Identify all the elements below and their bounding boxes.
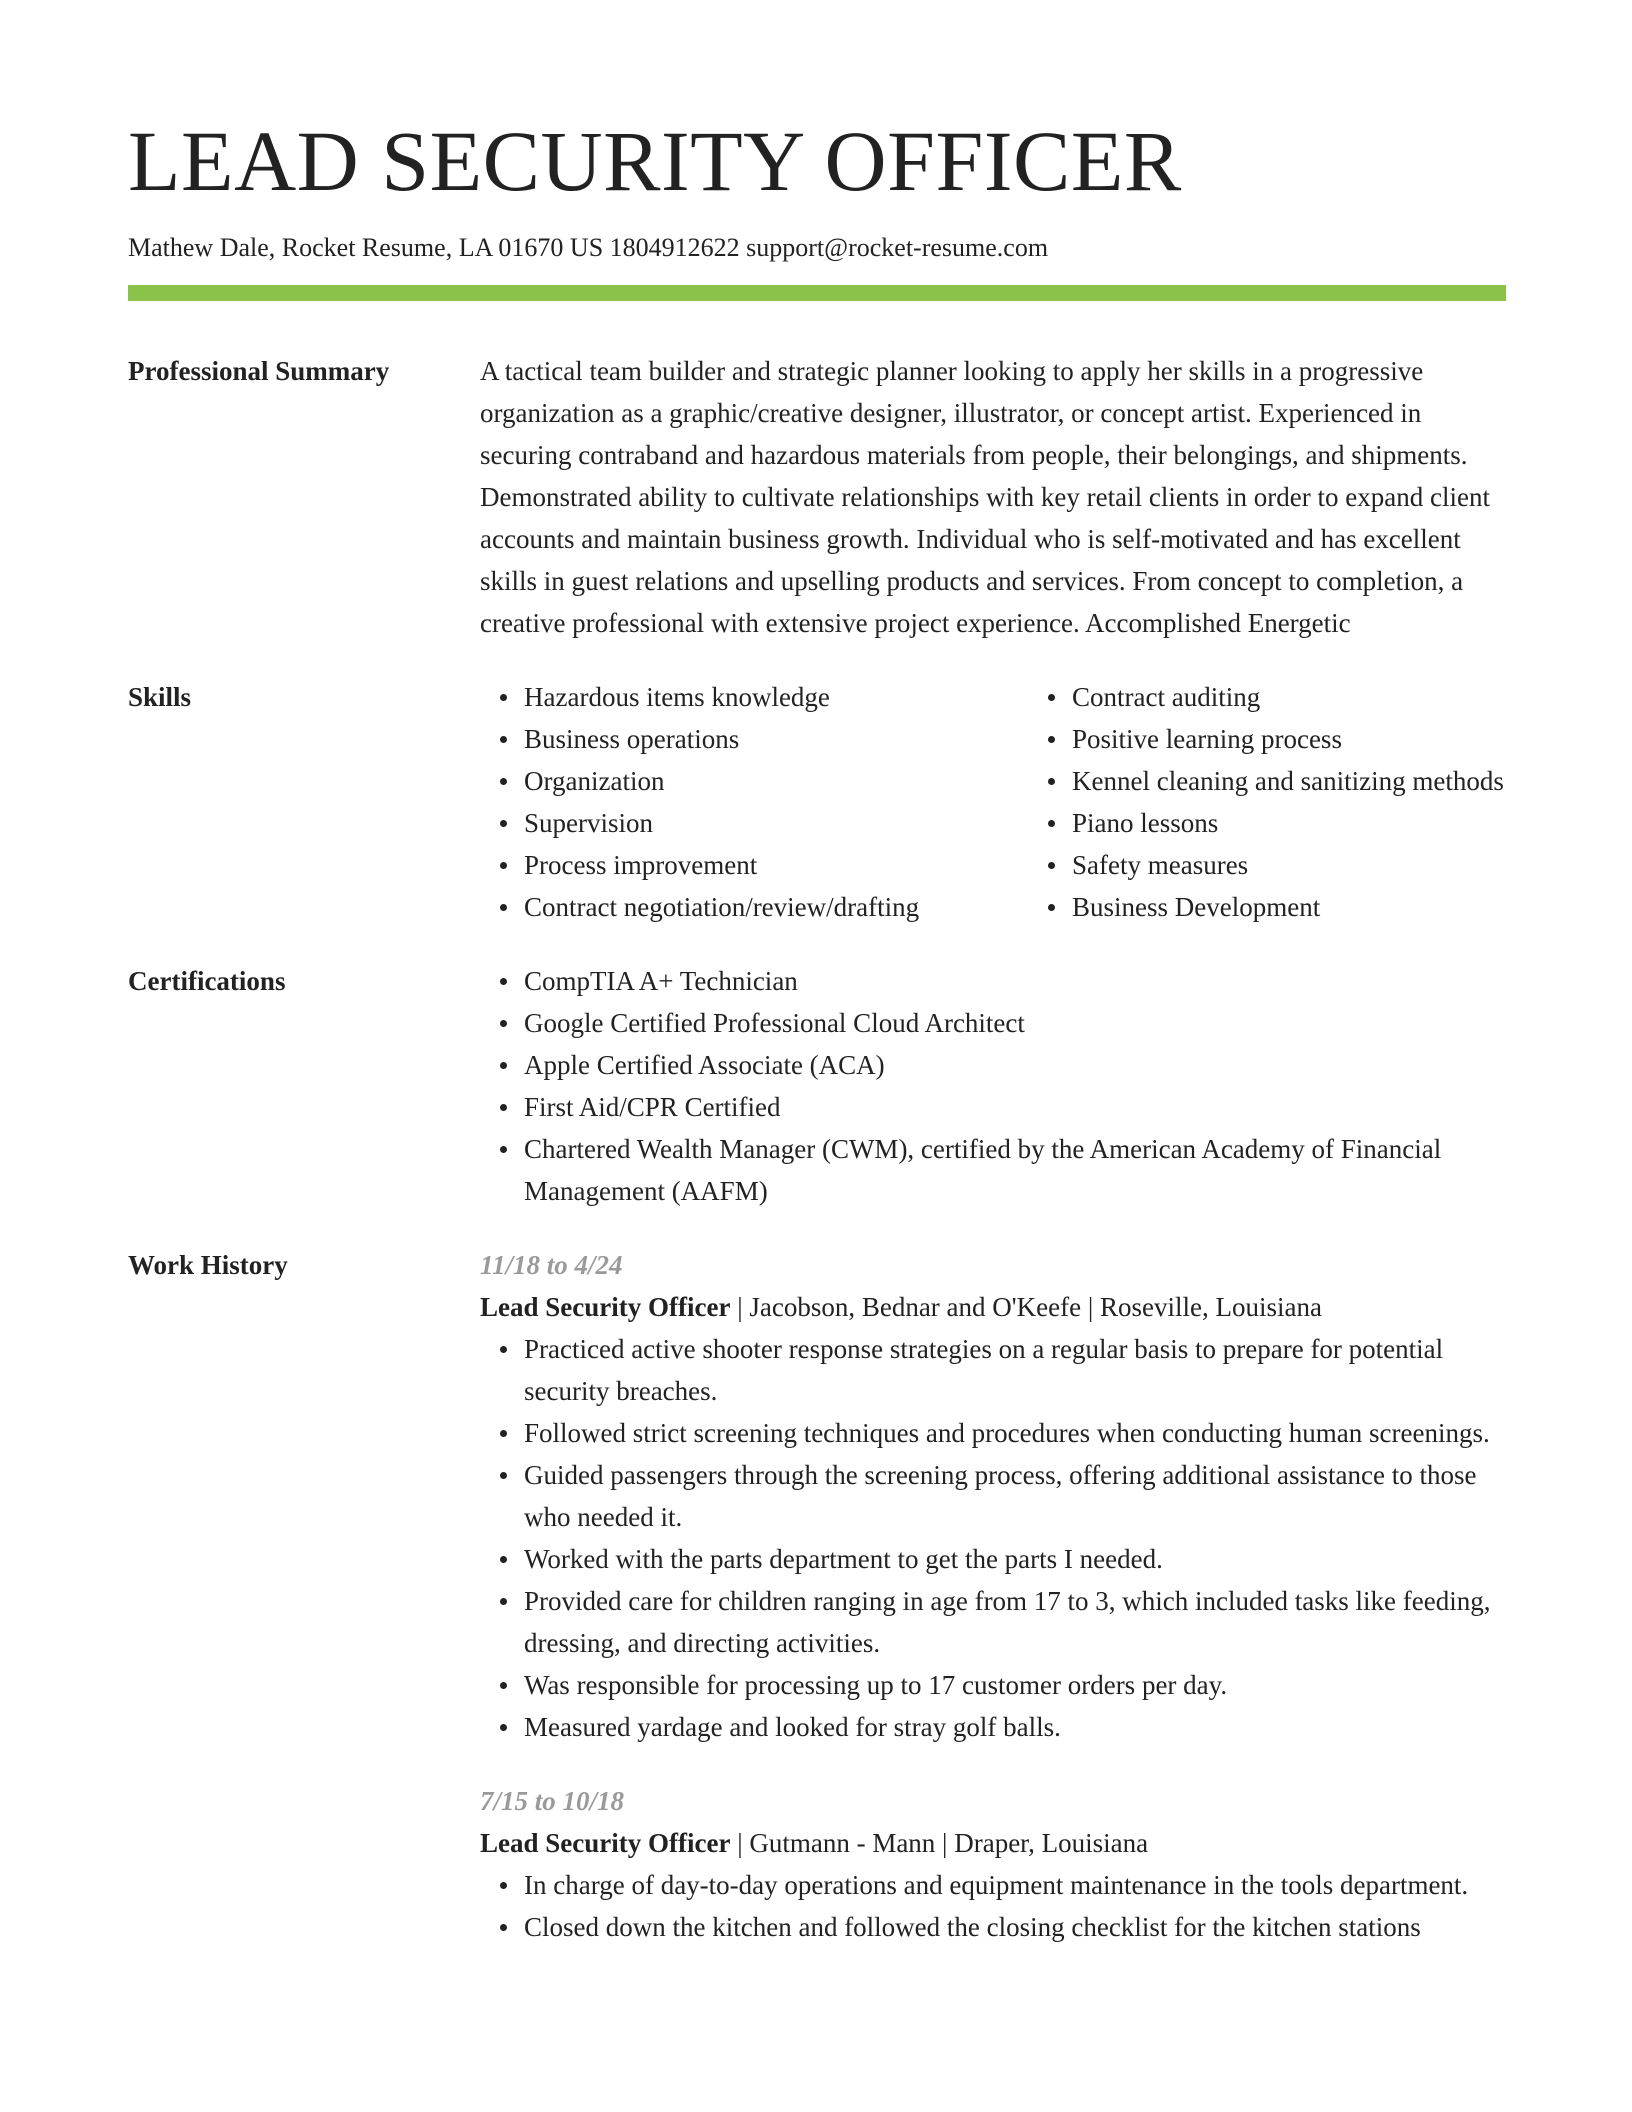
job-bullet: Was responsible for processing up to 17 customer orders per day. [524, 1664, 1506, 1706]
job-bullet: Followed strict screening techniques and procedures when conducting human screenings. [524, 1412, 1506, 1454]
job-bullet: Provided care for children ranging in age from 17 to 3, which included tasks like feeding, dressing, and directing activities. [524, 1580, 1506, 1664]
certifications-body [480, 960, 1506, 1212]
skill-item: Supervision [524, 802, 1028, 844]
job-bullet: Practiced active shooter response strategies on a regular basis to prepare for potential security breaches. [524, 1328, 1506, 1412]
skills-list-right [1028, 676, 1506, 928]
certification-item: First Aid/CPR Certified [524, 1086, 1506, 1128]
job-title: Lead Security Officer [480, 1292, 731, 1323]
job-entry [480, 1244, 1506, 1748]
certification-item: Chartered Wealth Manager (CWM), certified by the American Academy of Financial Management (AAFM) [524, 1128, 1506, 1212]
skill-item: Process improvement [524, 844, 1028, 886]
header-divider [128, 285, 1506, 301]
job-details: | Gutmann - Mann | Draper, Louisiana [730, 1828, 1149, 1859]
skills-section [128, 676, 1506, 928]
work-history-heading: Work History [128, 1250, 288, 1281]
job-bullet: Guided passengers through the screening process, offering additional assistance to those who needed it. [524, 1454, 1506, 1538]
certification-item: Google Certified Professional Cloud Architect [524, 1002, 1506, 1044]
job-bullets [480, 1328, 1506, 1748]
summary-heading: Professional Summary [128, 356, 390, 387]
certification-item: CompTIA A+ Technician [524, 960, 1506, 1002]
job-bullet: In charge of day-to-day operations and equipment maintenance in the tools department. [524, 1864, 1506, 1906]
job-bullets [480, 1864, 1506, 1948]
skill-item: Contract negotiation/review/drafting [524, 886, 1028, 928]
job-dates: 7/15 to 10/18 [480, 1786, 625, 1817]
resume-title: LEAD SECURITY OFFICER [128, 113, 1182, 209]
job-bullet: Measured yardage and looked for stray golf balls. [524, 1706, 1506, 1748]
skill-item: Positive learning process [1072, 718, 1506, 760]
job-bullet: Closed down the kitchen and followed the closing checklist for the kitchen stations [524, 1906, 1506, 1948]
summary-text: A tactical team builder and strategic planner looking to apply her skills in a progressive organization as a graphic/creative designer, illustrator, or concept artist. Experienced in securing contraband and hazardous materials from people, their belongings, and shipments. Demonstrated ability to cultivate relationships with key retail clients in order to expand client accounts and maintain business growth. Individual who is self-motivated and has excellent skills in guest relations and upselling products and services. From concept to completion, a creative professional with extensive project experience. Accomplished Energetic [480, 356, 1490, 639]
skill-item: Contract auditing [1072, 676, 1506, 718]
certifications-list [480, 960, 1506, 1212]
job-title-line [480, 1822, 1506, 1864]
resume-page [128, 0, 1506, 1948]
job-details: | Jacobson, Bednar and O'Keefe | Roseville, Louisiana [730, 1292, 1322, 1323]
certifications-section [128, 960, 1506, 1212]
skill-item: Business operations [524, 718, 1028, 760]
skill-item: Organization [524, 760, 1028, 802]
job-title-line [480, 1286, 1506, 1328]
skill-item: Hazardous items knowledge [524, 676, 1028, 718]
work-history-body [480, 1244, 1506, 1948]
skill-item: Safety measures [1072, 844, 1506, 886]
skill-item: Kennel cleaning and sanitizing methods [1072, 760, 1506, 802]
job-dates: 11/18 to 4/24 [480, 1250, 623, 1281]
summary-section [128, 350, 1506, 644]
skills-list-left [480, 676, 1028, 928]
job-entry [480, 1780, 1506, 1948]
skill-item: Business Development [1072, 886, 1506, 928]
job-title: Lead Security Officer [480, 1828, 731, 1859]
contact-info: Mathew Dale, Rocket Resume, LA 01670 US 1804912622 support@rocket-resume.com [128, 233, 1049, 262]
skills-columns [480, 676, 1506, 928]
skills-heading: Skills [128, 682, 192, 713]
work-history-section [128, 1244, 1506, 1948]
certification-item: Apple Certified Associate (ACA) [524, 1044, 1506, 1086]
skill-item: Piano lessons [1072, 802, 1506, 844]
certifications-heading: Certifications [128, 966, 286, 997]
job-bullet: Worked with the parts department to get the parts I needed. [524, 1538, 1506, 1580]
